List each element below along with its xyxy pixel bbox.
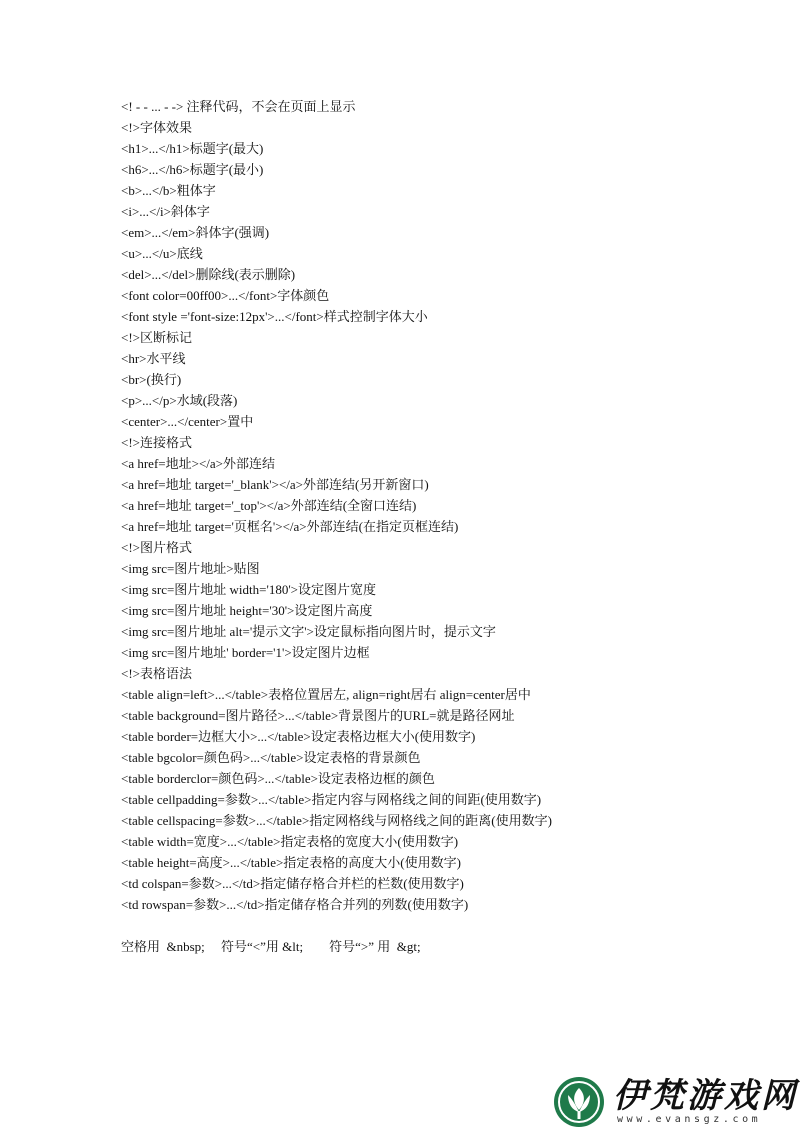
document-line: <i>...</i>斜体字 [121,204,210,219]
document-line: <hr>水平线 [121,351,186,366]
document-line: <table cellspacing=参数>...</table>指定网格线与网格线之间的距离(使用数字) [121,813,552,828]
document-line: <img src=图片地址>贴图 [121,561,260,576]
document-line: <b>...</b>粗体字 [121,183,216,198]
tulip-emblem-icon [553,1076,605,1128]
document-line: <img src=图片地址 height='30'>设定图片高度 [121,603,373,618]
document-line: <td rowspan=参数>...</td>指定储存格合并列的列数(使用数字) [121,897,469,912]
document-line: <del>...</del>删除线(表示删除) [121,267,296,282]
document-line: <center>...</center>置中 [121,414,254,429]
document-line: <!>连接格式 [121,435,192,450]
document-line: <table bgcolor=颜色码>...</table>设定表格的背景颜色 [121,750,421,765]
document-line: <! - - ... - -> 注释代码，不会在页面上显示 [121,99,356,114]
document-line: <h6>...</h6>标题字(最小) [121,162,264,177]
document-line: <img src=图片地址 alt='提示文字'>设定鼠标指向图片时，提示文字 [121,624,496,639]
document-body [121,96,761,915]
document-line: <a href=地址 target='_top'></a>外部连结(全窗口连结) [121,498,417,513]
document-line: <img src=图片地址' border='1'>设定图片边框 [121,645,370,660]
document-line: <u>...</u>底线 [121,246,203,261]
document-line: <a href=地址></a>外部连结 [121,456,275,471]
document-line: <table align=left>...</table>表格位置居左, align=right居右 align=center居中 [121,687,531,702]
document-line: <table cellpadding=参数>...</table>指定内容与网格线之间的间距(使用数字) [121,792,542,807]
document-line: <table borderclor=颜色码>...</table>设定表格边框的颜色 [121,771,435,786]
document-line: <a href=地址 target='页框名'></a>外部连结(在指定页框连结) [121,519,459,534]
document-line: <p>...</p>水域(段落) [121,393,238,408]
document-line: <br>(换行) [121,372,182,387]
document-line: <h1>...</h1>标题字(最大) [121,141,264,156]
site-logo [553,1076,798,1128]
entity-note: 空格用 &nbsp; 符号“<”用 &lt; 符号“>” 用 &gt; [121,939,421,954]
document-line: <!>表格语法 [121,666,192,681]
document-line: <img src=图片地址 width='180'>设定图片宽度 [121,582,377,597]
document-line: <!>区断标记 [121,330,192,345]
document-line: <em>...</em>斜体字(强调) [121,225,270,240]
site-url: www.evansgz.com [617,1114,762,1125]
site-name: 伊梵游戏网 [613,1076,798,1116]
document-line: <!>字体效果 [121,120,192,135]
document-line: <table background=图片路径>...</table>背景图片的URL=就是路径网址 [121,708,515,723]
document-line: <!>图片格式 [121,540,192,555]
document-line: <font style ='font-size:12px'>...</font>样式控制字体大小 [121,309,428,324]
document-line: <td colspan=参数>...</td>指定储存格合并栏的栏数(使用数字) [121,876,464,891]
document-line: <a href=地址 target='_blank'></a>外部连结(另开新窗口) [121,477,429,492]
document-line: <table width=宽度>...</table>指定表格的宽度大小(使用数字) [121,834,459,849]
document-line: <font color=00ff00>...</font>字体颜色 [121,288,330,303]
document-line: <table border=边框大小>...</table>设定表格边框大小(使用数字) [121,729,476,744]
document-line: <table height=高度>...</table>指定表格的高度大小(使用数字) [121,855,461,870]
